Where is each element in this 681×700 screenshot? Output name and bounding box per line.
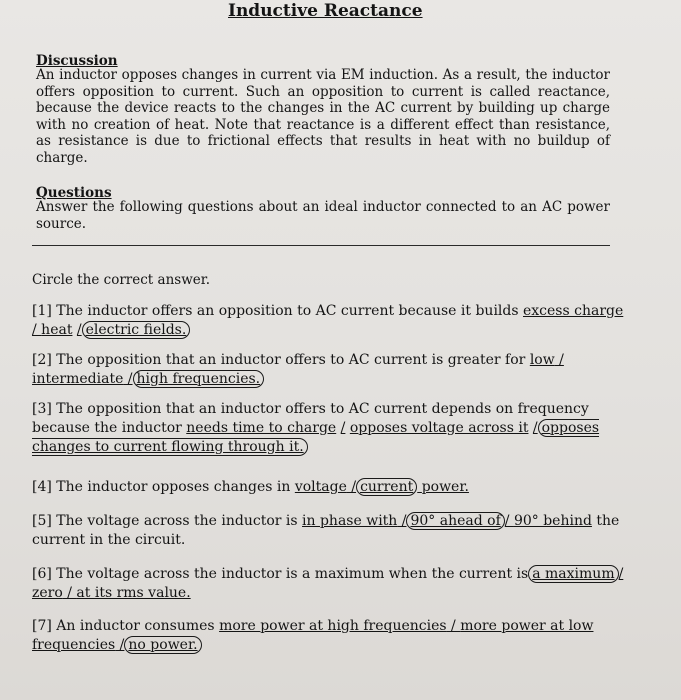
question-number: [4] bbox=[32, 479, 52, 495]
question-number: [3] bbox=[32, 401, 52, 417]
question-3: [3] The opposition that an inductor offers to AC current depends on frequency because the inductor needs time to charge / opposes voltage across it / opposes changes to current flowing through it. bbox=[32, 401, 600, 455]
question-stem: The opposition that an inductor offers to AC current depends on frequency because the inductor bbox=[32, 401, 589, 436]
question-number: [2] bbox=[32, 352, 52, 368]
question-1: [1] The inductor offers an opposition to AC current because it builds excess charge / heat / electric fields. bbox=[32, 303, 624, 338]
question-5: [5] The voltage across the inductor is in phase with / 90° ahead of / 90° behind the current in the circuit. bbox=[32, 513, 620, 548]
option-90-behind[interactable]: 90° behind bbox=[513, 513, 592, 529]
question-number: [7] bbox=[32, 618, 52, 634]
discussion-text: An inductor opposes changes in current via EM induction. As a result, the inductor offers opposition to current. Such an opposition to current is called reactance, because the device reacts to the changes in the AC current by building up charge with no creation of heat. Note that reactance is a different effect than resistance, as resistance is due to frictional effects that results in heat with no buildup of charge. bbox=[36, 67, 610, 166]
option-power[interactable]: power. bbox=[421, 479, 469, 495]
option-more-power-high[interactable]: more power at high frequencies bbox=[219, 618, 447, 634]
question-stem: An inductor consumes bbox=[56, 618, 215, 634]
question-number: [5] bbox=[32, 513, 52, 529]
option-in-phase-with[interactable]: in phase with bbox=[302, 513, 398, 529]
option-current-circled[interactable]: current bbox=[356, 478, 417, 496]
question-6: [6] The voltage across the inductor is a maximum when the current is a maximum / zero / at its rms value. bbox=[32, 566, 624, 601]
option-high-frequencies-circled[interactable]: high frequencies. bbox=[133, 370, 265, 388]
option-90-ahead-circled[interactable]: 90° ahead of bbox=[406, 512, 504, 530]
option-needs-time-to-charge[interactable]: needs time to charge bbox=[186, 420, 337, 436]
option-heat[interactable]: heat bbox=[41, 322, 73, 338]
question-tail: the current in the circuit. bbox=[32, 513, 620, 548]
option-a-maximum-circled[interactable]: a maximum bbox=[528, 565, 618, 583]
option-zero[interactable]: zero bbox=[32, 585, 63, 601]
question-stem: The voltage across the inductor is bbox=[56, 513, 298, 529]
option-opposes-changes-circled[interactable]: opposes changes to current flowing through it. bbox=[32, 420, 600, 455]
section-divider bbox=[32, 245, 610, 246]
question-7: [7] An inductor consumes more power at high frequencies / more power at low frequencies / no power. bbox=[32, 618, 594, 653]
instruction-text: Circle the correct answer. bbox=[32, 272, 210, 288]
option-electric-fields-circled[interactable]: electric fields. bbox=[82, 321, 191, 339]
option-at-rms-value[interactable]: at its rms value. bbox=[76, 585, 191, 601]
question-stem: The opposition that an inductor offers to AC current is greater for bbox=[56, 352, 526, 368]
option-no-power-circled[interactable]: no power. bbox=[124, 636, 201, 654]
question-stem: The inductor offers an opposition to AC current because it builds bbox=[56, 303, 519, 319]
option-more-power-low[interactable]: more power at low frequencies bbox=[32, 618, 594, 653]
question-number: [1] bbox=[32, 303, 52, 319]
option-voltage[interactable]: voltage bbox=[294, 479, 347, 495]
option-intermediate[interactable]: intermediate bbox=[32, 371, 124, 387]
question-stem: The inductor opposes changes in bbox=[56, 479, 291, 495]
question-number: [6] bbox=[32, 566, 52, 582]
option-excess-charge[interactable]: excess charge bbox=[523, 303, 624, 319]
question-2: [2] The opposition that an inductor offers to AC current is greater for low / intermediate / high frequencies. bbox=[32, 352, 564, 387]
discussion-heading: Discussion bbox=[36, 53, 118, 69]
page-title: Inductive Reactance bbox=[228, 1, 423, 21]
question-4: [4] The inductor opposes changes in voltage / current power. bbox=[32, 479, 469, 495]
option-low[interactable]: low bbox=[529, 352, 555, 368]
option-opposes-voltage[interactable]: opposes voltage across it bbox=[349, 420, 529, 436]
questions-heading: Questions bbox=[36, 185, 112, 201]
questions-intro: Answer the following questions about an ideal inductor connected to an AC power source. bbox=[36, 199, 610, 232]
question-stem: The voltage across the inductor is a maximum when the current is bbox=[56, 566, 529, 582]
